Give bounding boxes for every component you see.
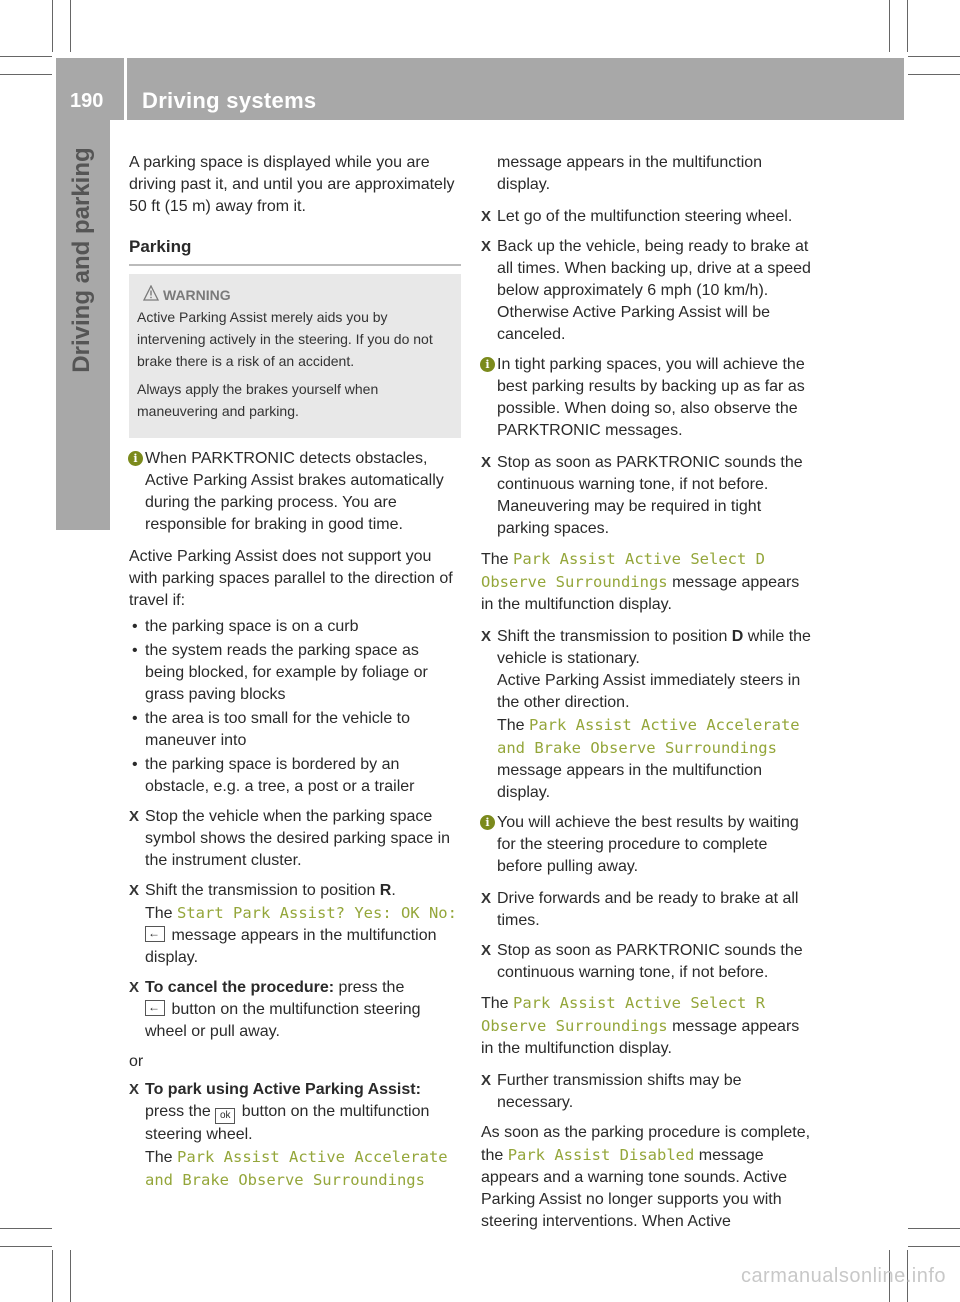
- list-item: • the system reads the parking space as being blocked, for example by foliage or grass paving blocks: [129, 640, 461, 706]
- paragraph: or: [129, 1053, 144, 1070]
- crop-mark: [70, 1250, 71, 1302]
- info-note: i In tight parking spaces, you will achieve the best parking results by backing up as far as possible. When doing so, also observe the PARKTRONIC messages.: [481, 354, 815, 442]
- side-tab-label: Driving and parking: [68, 147, 95, 373]
- paragraph: message appears in the multifunction display.: [497, 154, 763, 193]
- info-icon: i: [480, 815, 495, 830]
- info-note: i When PARKTRONIC detects obstacles, Active Parking Assist brakes automatically during the parking process. You are responsible for braking in good time.: [129, 448, 461, 536]
- list-item: • the parking space is on a curb: [129, 616, 461, 638]
- display-message: Observe Surroundings: [481, 1017, 668, 1035]
- page-number: 190: [70, 90, 104, 112]
- step-item: X Shift the transmission to position D while the vehicle is stationary. Active Parking Assist immediately steers in the other direction. The Park Assist Active Accelerate and Brake Observe Surroundings message appears in the multifunction display.: [481, 626, 815, 804]
- info-icon: i: [480, 357, 495, 372]
- step-item: X Let go of the multifunction steering wheel.: [481, 206, 815, 228]
- step-item: X Back up the vehicle, being ready to brake at all times. When backing up, drive at a speed below approximately 6 mph (10 km/h). Otherwise Active Parking Assist will be canceled.: [481, 236, 815, 346]
- page-title: Driving systems: [142, 88, 317, 113]
- crop-mark: [52, 1250, 53, 1302]
- section-heading: Parking: [129, 236, 461, 266]
- display-message: Start Park Assist? Yes: OK No:: [177, 904, 457, 922]
- step-item: X Stop the vehicle when the parking space symbol shows the desired parking space in the instrument cluster.: [129, 806, 461, 872]
- warning-box: [129, 274, 461, 438]
- info-note: i You will achieve the best results by waiting for the steering procedure to complete before pulling away.: [481, 812, 815, 878]
- step-item: X Further transmission shifts may be necessary.: [481, 1070, 815, 1114]
- crop-mark: [0, 56, 52, 57]
- display-message: Observe Surroundings: [481, 573, 668, 591]
- crop-mark: [52, 0, 53, 52]
- warning-triangle-icon: [143, 285, 159, 301]
- warning-text: Active Parking Assist merely aids you by intervening actively in the steering. If you do not brake there is a risk of an accident.: [137, 309, 433, 369]
- crop-mark: [908, 56, 960, 57]
- crop-mark: [908, 1228, 960, 1229]
- list-item: • the parking space is bordered by an obstacle, e.g. a tree, a post or a trailer: [129, 754, 461, 798]
- paragraph: The Park Assist Active Select D Observe Surroundings message appears in the multifunction display.: [481, 550, 800, 613]
- step-item: X Drive forwards and be ready to brake at all times.: [481, 888, 815, 932]
- info-icon: i: [128, 451, 143, 466]
- step-item: X Shift the transmission to position R. The Start Park Assist? Yes: OK No: ← message appears in the multifunction display.: [129, 880, 461, 969]
- crop-mark: [908, 74, 960, 75]
- step-item: X Stop as soon as PARKTRONIC sounds the continuous warning tone, if not before.: [481, 940, 815, 984]
- crop-mark: [889, 0, 890, 52]
- crop-mark: [70, 0, 71, 52]
- crop-mark: [907, 0, 908, 52]
- right-column: [481, 152, 815, 1243]
- crop-mark: [0, 1246, 52, 1247]
- back-button-icon: [145, 926, 165, 942]
- display-message: Park Assist Active Accelerate: [529, 716, 800, 734]
- header-divider: [124, 58, 127, 120]
- left-column: [129, 152, 461, 1200]
- paragraph: As soon as the parking procedure is complete, the Park Assist Disabled message appears and a warning tone sounds. Active Parking Assist no longer supports you with steering interventions. When Active: [481, 1124, 811, 1230]
- display-message: Park Assist Active Accelerate: [177, 1148, 448, 1166]
- ok-button-icon: ok: [215, 1108, 235, 1124]
- paragraph: The Park Assist Active Select R Observe Surroundings message appears in the multifunction display.: [481, 994, 800, 1057]
- list-item: • the area is too small for the vehicle to maneuver into: [129, 708, 461, 752]
- intro-paragraph: A parking space is displayed while you are driving past it, and until you are approximately 50 ft (15 m) away from it.: [129, 154, 455, 215]
- paragraph: Active Parking Assist does not support you with parking spaces parallel to the direction of travel if:: [129, 548, 453, 609]
- crop-mark: [0, 74, 52, 75]
- display-message: and Brake Observe Surroundings: [145, 1171, 425, 1189]
- crop-mark: [0, 1228, 52, 1229]
- warning-text: Always apply the brakes yourself when maneuvering and parking.: [137, 381, 379, 419]
- watermark: carmanualsonline.info: [740, 1265, 946, 1287]
- crop-mark: [908, 1246, 960, 1247]
- step-item: X To park using Active Parking Assist: press the ok button on the multifunction steering wheel. The Park Assist Active Accelerate and Brake Observe Surroundings: [129, 1079, 461, 1192]
- step-item: X Stop as soon as PARKTRONIC sounds the continuous warning tone, if not before. Maneuvering may be required in tight parking spaces.: [481, 452, 815, 540]
- display-message: and Brake Observe Surroundings: [497, 739, 777, 757]
- step-item: X To cancel the procedure: press the ← button on the multifunction steering wheel or pull away.: [129, 977, 461, 1043]
- display-message: Park Assist Active Select D: [513, 550, 765, 568]
- warning-title: WARNING: [137, 284, 453, 306]
- display-message: Park Assist Active Select R: [513, 994, 765, 1012]
- display-message: Park Assist Disabled: [507, 1146, 695, 1164]
- back-button-icon: [145, 1000, 165, 1016]
